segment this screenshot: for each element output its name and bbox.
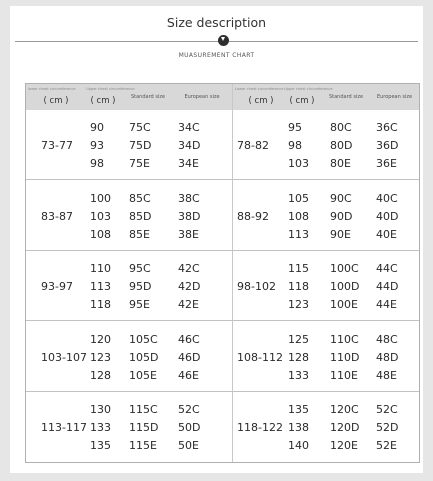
standard-size: 85C bbox=[129, 191, 151, 205]
standard-size: 110E bbox=[330, 368, 358, 382]
upper-bust-value: 138 bbox=[288, 421, 309, 434]
title-divider bbox=[15, 41, 418, 42]
header-upper-bust-left bbox=[84, 84, 135, 110]
upper-bust-value: 118 bbox=[90, 298, 111, 311]
standard-size: 115C bbox=[129, 403, 158, 416]
standard-size: 105D bbox=[129, 350, 159, 364]
header-standard-right bbox=[322, 84, 370, 110]
upper-bust-value: 133 bbox=[90, 421, 111, 434]
standard-size: 115D bbox=[129, 421, 159, 434]
under-bust-range: 103-107 bbox=[41, 350, 87, 364]
size-group-row bbox=[26, 110, 419, 180]
upper-bust-value: 135 bbox=[288, 403, 309, 416]
upper-bust-value: 103 bbox=[288, 157, 309, 170]
upper-bust-value: 108 bbox=[288, 209, 309, 223]
european-size: 34D bbox=[178, 139, 201, 152]
standard-size: 80D bbox=[330, 139, 353, 152]
upper-bust-value: 135 bbox=[90, 439, 111, 452]
standard-size: 75E bbox=[129, 157, 150, 170]
size-group-row bbox=[26, 251, 419, 321]
header-unit: ( cm ) bbox=[43, 96, 69, 106]
size-group-row bbox=[26, 181, 419, 251]
european-size: 36D bbox=[376, 139, 399, 152]
under-bust-range: 93-97 bbox=[41, 280, 73, 293]
upper-bust-value: 93 bbox=[90, 139, 104, 152]
european-size: 38C bbox=[178, 191, 200, 205]
upper-bust-value: 115 bbox=[288, 262, 309, 275]
upper-bust-value: 105 bbox=[288, 191, 309, 205]
upper-bust-value: 123 bbox=[288, 298, 309, 311]
standard-size: 75D bbox=[129, 139, 152, 152]
upper-bust-value: 100 bbox=[90, 191, 111, 205]
european-size: 42D bbox=[178, 280, 201, 293]
european-size: 52C bbox=[376, 403, 398, 416]
european-size: 44C bbox=[376, 262, 398, 275]
european-size: 36E bbox=[376, 157, 397, 170]
size-group-row bbox=[26, 392, 419, 461]
page-title: Size description bbox=[166, 15, 267, 30]
under-bust-range: 83-87 bbox=[41, 209, 73, 223]
under-bust-range: 108-112 bbox=[237, 350, 283, 364]
header-european-label: European size bbox=[376, 94, 413, 100]
upper-bust-value: 98 bbox=[288, 139, 302, 152]
header-standard-label: Standard size bbox=[328, 94, 364, 100]
size-chart-card bbox=[10, 6, 423, 473]
european-size: 40E bbox=[376, 227, 397, 241]
upper-bust-value: 140 bbox=[288, 439, 309, 452]
upper-bust-value: 130 bbox=[90, 403, 111, 416]
standard-size: 110D bbox=[330, 350, 360, 364]
standard-size: 100E bbox=[330, 298, 358, 311]
header-under-bust-caption: Lower chest circumference bbox=[235, 87, 284, 91]
standard-size: 105E bbox=[129, 368, 157, 382]
standard-size: 85D bbox=[129, 209, 152, 223]
upper-bust-value: 108 bbox=[90, 227, 111, 241]
upper-bust-value: 125 bbox=[288, 332, 309, 346]
upper-bust-value: 113 bbox=[288, 227, 309, 241]
table-header bbox=[26, 84, 419, 110]
header-unit: ( cm ) bbox=[289, 96, 315, 106]
european-size: 46D bbox=[178, 350, 201, 364]
upper-bust-value: 113 bbox=[90, 280, 111, 293]
european-size: 34C bbox=[178, 121, 200, 134]
upper-bust-value: 98 bbox=[90, 157, 104, 170]
european-size: 42C bbox=[178, 262, 200, 275]
chevron-down-icon bbox=[218, 35, 229, 46]
upper-bust-value: 133 bbox=[288, 368, 309, 382]
header-under-bust-left bbox=[26, 84, 86, 110]
upper-bust-value: 110 bbox=[90, 262, 111, 275]
standard-size: 120D bbox=[330, 421, 360, 434]
under-bust-range: 73-77 bbox=[41, 139, 73, 152]
european-size: 50D bbox=[178, 421, 201, 434]
under-bust-range: 118-122 bbox=[237, 421, 283, 434]
european-size: 38E bbox=[178, 227, 199, 241]
header-unit: ( cm ) bbox=[90, 96, 116, 106]
size-table bbox=[25, 83, 420, 463]
standard-size: 95D bbox=[129, 280, 152, 293]
upper-bust-value: 128 bbox=[90, 368, 111, 382]
standard-size: 95E bbox=[129, 298, 150, 311]
upper-bust-value: 120 bbox=[90, 332, 111, 346]
header-under-bust-right bbox=[233, 84, 289, 110]
standard-size: 75C bbox=[129, 121, 151, 134]
under-bust-range: 113-117 bbox=[41, 421, 87, 434]
upper-bust-value: 123 bbox=[90, 350, 111, 364]
standard-size: 100C bbox=[330, 262, 359, 275]
upper-bust-value: 118 bbox=[288, 280, 309, 293]
european-size: 38D bbox=[178, 209, 201, 223]
header-upper-bust-right bbox=[282, 84, 333, 110]
header-standard-left bbox=[122, 84, 174, 110]
chart-subtitle: MUASUREMENT CHART bbox=[178, 52, 255, 59]
standard-size: 105C bbox=[129, 332, 158, 346]
standard-size: 120C bbox=[330, 403, 359, 416]
under-bust-range: 88-92 bbox=[237, 209, 269, 223]
under-bust-range: 98-102 bbox=[237, 280, 276, 293]
standard-size: 90D bbox=[330, 209, 353, 223]
standard-size: 110C bbox=[330, 332, 359, 346]
european-size: 40D bbox=[376, 209, 399, 223]
european-size: 48C bbox=[376, 332, 398, 346]
european-size: 36C bbox=[376, 121, 398, 134]
european-size: 44E bbox=[376, 298, 397, 311]
european-size: 40C bbox=[376, 191, 398, 205]
header-upper-bust-caption: Upper chest circumference bbox=[284, 87, 333, 91]
upper-bust-value: 95 bbox=[288, 121, 302, 134]
standard-size: 85E bbox=[129, 227, 150, 241]
european-size: 52D bbox=[376, 421, 399, 434]
header-european-right bbox=[368, 84, 421, 110]
upper-bust-value: 90 bbox=[90, 121, 104, 134]
upper-bust-value: 103 bbox=[90, 209, 111, 223]
european-size: 48E bbox=[376, 368, 397, 382]
standard-size: 90E bbox=[330, 227, 351, 241]
european-size: 46E bbox=[178, 368, 199, 382]
standard-size: 120E bbox=[330, 439, 358, 452]
european-size: 50E bbox=[178, 439, 199, 452]
header-upper-bust-caption: Upper chest circumference bbox=[86, 87, 135, 91]
european-size: 48D bbox=[376, 350, 399, 364]
standard-size: 80C bbox=[330, 121, 352, 134]
european-size: 52C bbox=[178, 403, 200, 416]
european-size: 44D bbox=[376, 280, 399, 293]
under-bust-range: 78-82 bbox=[237, 139, 269, 152]
header-unit: ( cm ) bbox=[248, 96, 274, 106]
standard-size: 115E bbox=[129, 439, 157, 452]
standard-size: 80E bbox=[330, 157, 351, 170]
header-standard-label: Standard size bbox=[130, 94, 166, 100]
standard-size: 95C bbox=[129, 262, 151, 275]
header-under-bust-caption: lower chest circumference bbox=[28, 87, 76, 91]
european-size: 42E bbox=[178, 298, 199, 311]
standard-size: 90C bbox=[330, 191, 352, 205]
header-european-label: European size bbox=[184, 94, 220, 100]
header-european-left bbox=[174, 84, 230, 110]
upper-bust-value: 128 bbox=[288, 350, 309, 364]
european-size: 46C bbox=[178, 332, 200, 346]
size-group-row bbox=[26, 322, 419, 392]
european-size: 52E bbox=[376, 439, 397, 452]
standard-size: 100D bbox=[330, 280, 360, 293]
european-size: 34E bbox=[178, 157, 199, 170]
